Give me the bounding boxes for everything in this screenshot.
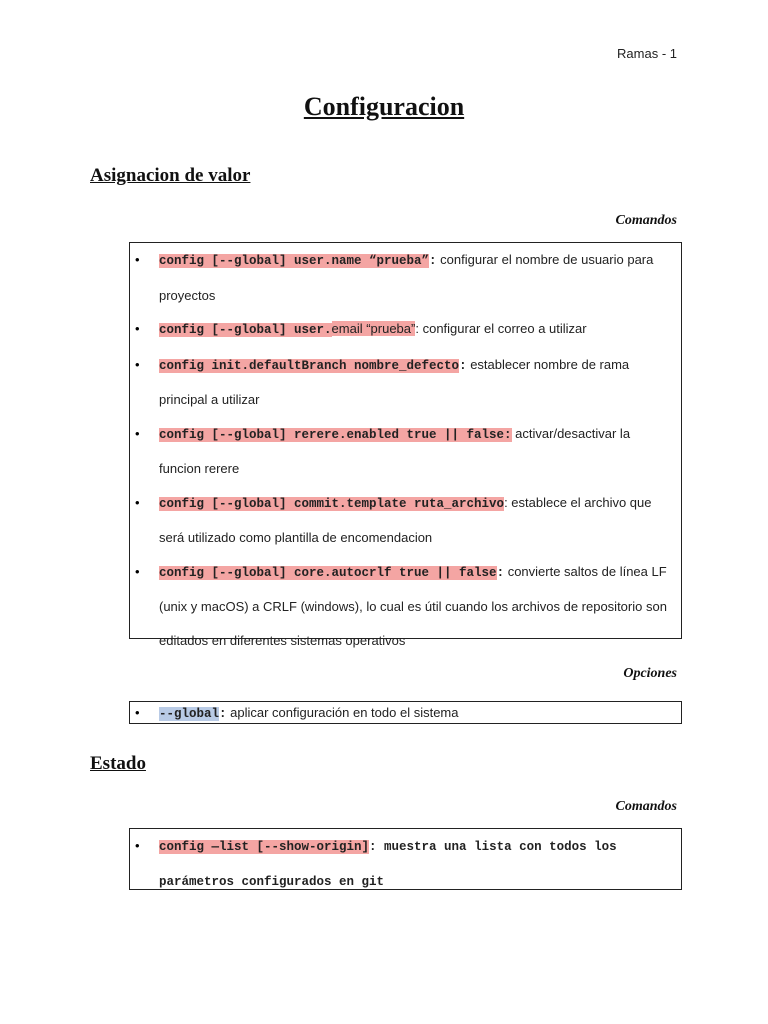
command-description: : muestra una lista con todos los parámetros configurados en git	[159, 840, 617, 889]
command-code-tail: :	[429, 254, 437, 268]
command-description: : establece el archivo que será utilizado como plantilla de encomendacion	[159, 494, 652, 545]
commands-box-estado	[129, 828, 682, 890]
command-item	[159, 417, 673, 486]
page-title: Configuracion	[303, 92, 465, 121]
command-code-tail: email “prueba”	[331, 321, 416, 336]
command-description: : configurar el correo a utilizar	[415, 321, 587, 336]
page-header-label: Ramas - 1	[617, 46, 677, 61]
option-item	[159, 702, 673, 725]
section-heading-asignacion: Asignacion de valor	[90, 165, 251, 186]
command-item	[159, 348, 673, 417]
command-code-tail: :	[459, 358, 467, 373]
command-code: config [--global] commit.template ruta_archivo	[159, 496, 505, 511]
command-code: config [--global] core.autocrlf true || false	[159, 565, 497, 580]
command-item	[159, 486, 673, 555]
option-description: aplicar configuración en todo el sistema	[226, 705, 459, 720]
options-box	[129, 701, 682, 724]
command-description: establecer nombre de rama principal a utilizar	[159, 356, 630, 407]
command-code: config [--global] user.name “prueba”	[159, 254, 430, 268]
option-code-tail: :	[219, 707, 227, 721]
command-item	[159, 312, 673, 348]
command-code: config —list [--show-origin]	[159, 840, 370, 854]
command-description: convierte saltos de línea LF (unix y macOS) a CRLF (windows), lo cual es útil cuando los archivos de repositorio son editados en diferentes sistemas operativos	[159, 563, 667, 648]
command-description: configurar el nombre de usuario para proyectos	[159, 252, 654, 303]
commands-label-asignacion: Comandos	[615, 213, 677, 228]
command-code: config [--global] user.	[159, 323, 332, 337]
commands-label-estado: Comandos	[615, 799, 677, 814]
command-description: activar/desactivar la funcion rerere	[159, 425, 631, 476]
command-item	[159, 243, 673, 312]
option-code: --global	[159, 707, 220, 721]
command-item	[159, 829, 673, 899]
commands-box-asignacion	[129, 242, 682, 648]
options-label: Opciones	[623, 666, 677, 681]
command-code-tail: :	[496, 565, 505, 580]
command-item	[159, 555, 673, 658]
command-code: config [--global] rerere.enabled true || false:	[159, 427, 512, 442]
command-code: config init.defaultBranch nombre_defecto	[159, 358, 460, 373]
section-heading-estado: Estado	[90, 753, 146, 774]
